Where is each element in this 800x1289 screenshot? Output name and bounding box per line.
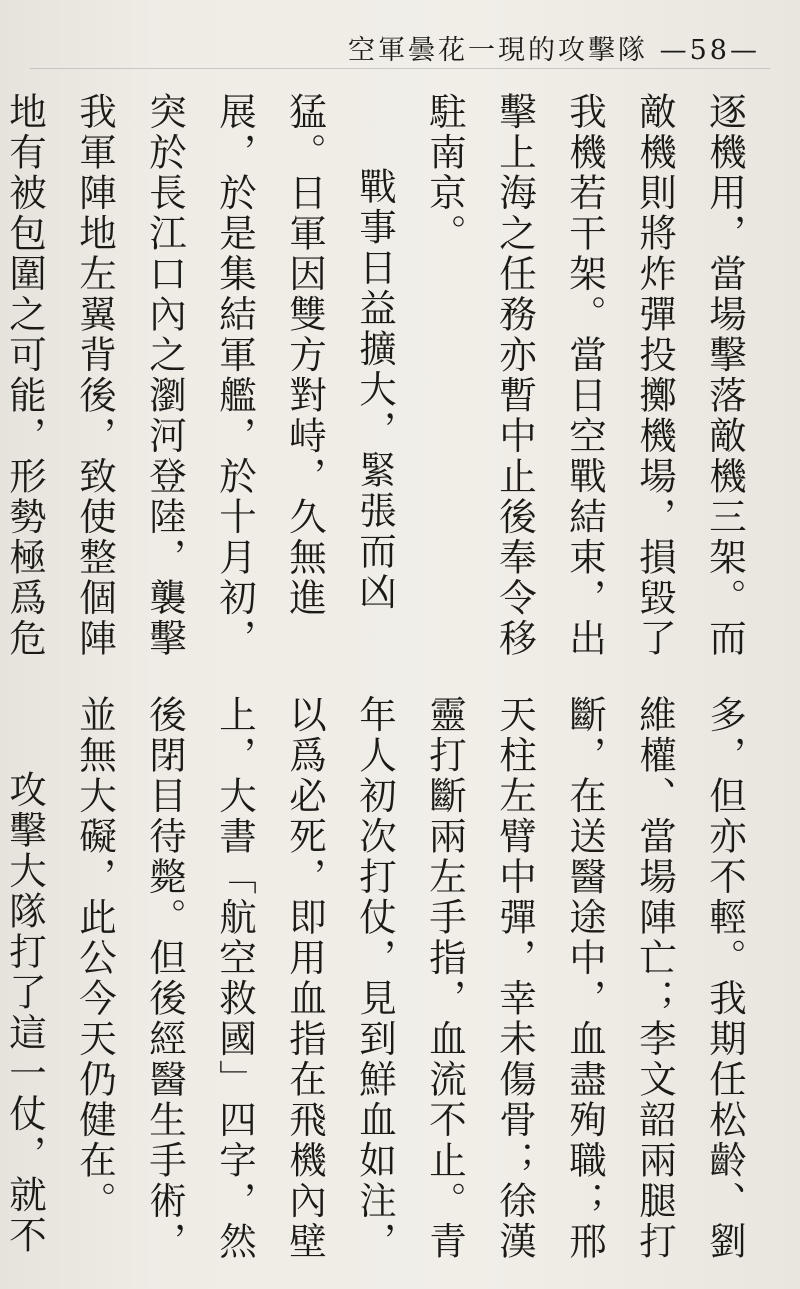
paragraph: 攻擊大隊打了這一仗，就不 — [3, 770, 47, 1256]
paragraph: 逐機用，當場擊落敵機三架。而敵機則將炸彈投擲機場，損毀了我機若干架。當日空戰結束，出擊上海之任務亦暫中止後奉令移駐南京。 — [423, 92, 747, 659]
running-header: 空軍曇花一現的攻擊隊 —58— — [348, 35, 760, 66]
header-divider — [30, 68, 770, 69]
paragraph: 多，但亦不輕。我期任松齡、劉維權、當場陣亡；李文韶兩腿打斷，在送醫途中，血盡殉職；邢天柱左臂中彈，幸未傷骨；徐漢靈打斷兩左手指，血流不止。青年人初次打仗，見到鮮血如注，以爲必死，即用血指在飛機內壁上，大書「航空救國」四字，然後閉目待斃。但後經醫生手術，並無大礙，此公今天仍健在。 — [73, 695, 747, 1262]
paragraph: 戰事日益擴大，緊張而凶猛。日軍因雙方對峙，久無進展，於是集結軍艦，於十月初，突於長江口內之瀏河登陸，襲擊我軍陣地左翼背後，致使整個陣地有被包圍之可能，形勢極爲危 — [3, 92, 397, 659]
upper-text-block — [0, 92, 760, 682]
lower-text-block — [0, 695, 760, 1280]
